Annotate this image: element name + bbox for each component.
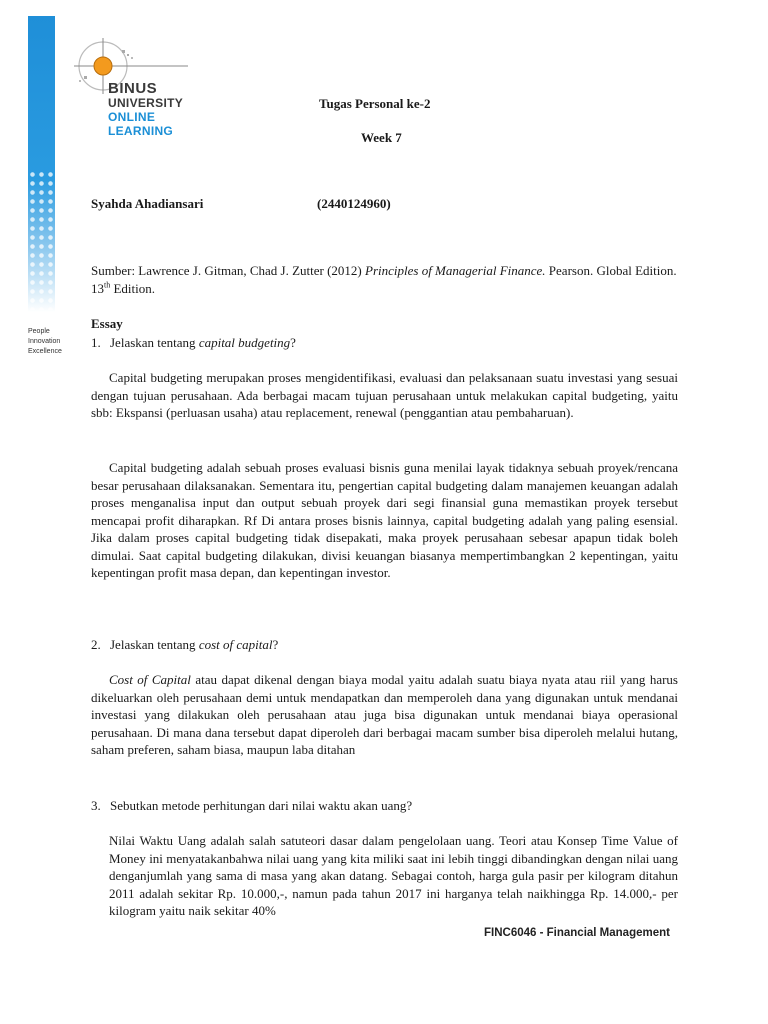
assignment-week: Week 7 <box>361 130 402 145</box>
tagline-people: People <box>28 328 50 335</box>
question-1 <box>91 334 296 352</box>
question-term: cost of capital <box>198 637 273 652</box>
answer-1-paragraph-2: Capital budgeting adalah sebuah proses evaluasi bisnis guna menilai layak tidaknya sebuah proyek/rencana besar perusahaan dilaksanakan. Sementara itu, pengertian capital budgeting dalam manajemen keuangan adalah proses menganalisa input dan output sebuah proyek dari segi finansial guna memastikan proyek tersebut mencapai profit diharapkan. Rf Di antara proses bisnis lainnya, capital budgeting adalah yang paling esensial. Jika dalam proses capital budgeting tidak disepakati, maka proyek perusahaan sebesar apapun tidak boleh dimulai. Saat capital budgeting dilakukan, divisi keuangan biasanya mempertimbangkan 2 kepentingan, yaitu kepentingan profit masa depan, dan kepentingan investor. <box>91 460 678 580</box>
answer-3-paragraph: Nilai Waktu Uang adalah salah satuteori dasar dalam pengelolaan uang. Teori atau Konsep Time Value of Money ini menyatakanbahwa nilai uang yang kita miliki saat ini lebih tinggi dibandingkan dengan nilai uang denganjumlah yang sama di masa yang akan datang. Sebagai contoh, harga gula pasir per kilogram ditahun 2011 adalah sekitar Rp. 10.000,-, namun pada tahun 2017 ini harganya telah naikhingga Rp. 14.000,- per kilogram yaitu naik sekitar 40% <box>109 833 678 918</box>
question-number: 1. <box>91 335 101 350</box>
logo-line-binus: BINUS <box>108 80 158 97</box>
source-prefix: Sumber: Lawrence J. Gitman, Chad J. Zutter (2012) <box>91 263 366 278</box>
tagline-excellence: Excellence <box>28 348 62 355</box>
question-term: capital budgeting <box>198 335 291 350</box>
source-after-title: Pearson. Global Edition. 13 <box>91 263 677 296</box>
student-name: Syahda Ahadiansari <box>91 196 204 211</box>
logo-line-university: UNIVERSITY <box>108 96 184 110</box>
brand-strip-pattern <box>28 170 55 310</box>
assignment-title: Tugas Personal ke-2 <box>319 96 431 111</box>
question-text: Sebutkan metode perhitungan dari nilai waktu akan uang? <box>110 798 413 813</box>
answer-1-paragraph-1: Capital budgeting merupakan proses mengidentifikasi, evaluasi dan pelaksanaan suatu investasi yang sesuai dengan tujuan perusahaan. Ada berbagai macam tujuan perusahaan untuk melakukan capital budgeting, yaitu sbb: Ekspansi (perluasan usaha) atau replacement, renewal (penggantian atau pembaharuan). <box>91 370 678 420</box>
question-mark: ? <box>272 637 279 652</box>
tagline-innovation: Innovation <box>28 338 61 345</box>
essay-heading: Essay <box>91 316 123 331</box>
logo-line-online: ONLINE <box>108 110 156 124</box>
source-suffix: Edition. <box>110 280 156 296</box>
question-mark: ? <box>290 335 296 350</box>
logo-line-learning: LEARNING <box>108 124 174 138</box>
question-number: 3. <box>91 798 101 813</box>
course-footer: FINC6046 - Financial Management <box>484 927 670 939</box>
answer-2-term: Cost of Capital <box>109 672 191 687</box>
source-book-title: Principles of Managerial Finance. <box>365 263 546 278</box>
answer-2-text: atau dapat dikenal dengan biaya modal yaitu adalah suatu biaya nyata atau riil yang harus dikeluarkan oleh perusahaan demi untuk mendapatkan dan memperoleh dana yang digunakan untuk mendanai investasi yang dilakukan oleh perusahaan atau juga bisa digunakan untuk mendanai biaya operasional perusahaan. Di mana dana tersebut dapat diperoleh dari berbagai macam sumber bisa diperoleh melalui hutang, saham preferen, saham biasa, maupun laba ditahan <box>91 672 678 757</box>
brand-tagline <box>28 327 62 357</box>
question-text: Jelaskan tentang <box>110 637 199 652</box>
question-text: Jelaskan tentang <box>110 335 199 350</box>
source-citation <box>91 262 678 297</box>
question-number: 2. <box>91 637 101 652</box>
source-edition-sup: th <box>104 280 111 290</box>
logo-wordmark <box>108 82 183 138</box>
question-3 <box>91 797 412 815</box>
answer-2-paragraph <box>91 671 678 759</box>
student-id: (2440124960) <box>317 196 391 211</box>
question-2 <box>91 636 278 654</box>
